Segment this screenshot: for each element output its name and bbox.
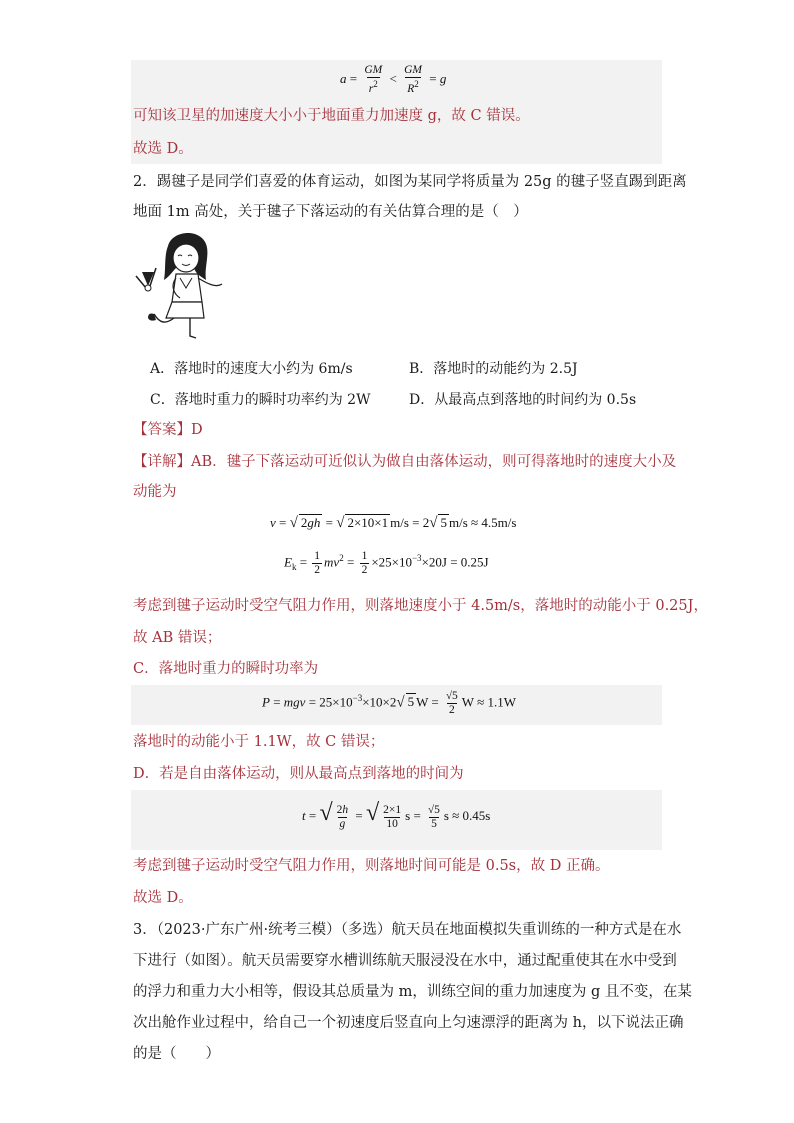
detail-text: AB．毽子下落运动可近似认为做自由落体运动，则可得落地时的速度大小及 — [191, 454, 677, 470]
q2-option-b: B．落地时的动能约为 2.5J — [409, 361, 578, 377]
q2-d-analysis: D．若是自由落体运动，则从最高点到落地的时间为 — [133, 766, 464, 782]
formula-acceleration: a = $\frac{GM}{r^2}$ < $\frac{GM}{R^2}$ = g — [340, 64, 447, 95]
q2-stem-line1: 2．踢毽子是同学们喜爱的体育运动，如图为某同学将质量为 25g 的毽子竖直踢到距离 — [133, 174, 687, 190]
girl-kicking-shuttlecock-figure — [130, 228, 240, 344]
q2-c-analysis: C．落地时重力的瞬时功率为 — [133, 661, 319, 677]
answer-value: D — [191, 422, 203, 438]
q2-detail-line2: 动能为 — [133, 484, 177, 500]
top-conclusion-line: 故选 D。 — [133, 141, 193, 157]
q3-line2: 下进行（如图）。航天员需要穿水槽训练航天服浸没在水中，通过配重使其在水中受到 — [133, 953, 677, 969]
formula-power: P = mgv = $25\times 10^{-3}\times 10\times 2√$ 5 W = $\frac{√5}{2}$ W ≈ 1.1W — [262, 690, 516, 716]
q2-option-c: C．落地时重力的瞬时功率约为 2W — [150, 392, 371, 408]
q2-after-line1: 考虑到毽子运动时受空气阻力作用，则落地速度小于 4.5m/s，落地时的动能小于 0.25J， — [133, 598, 708, 614]
q2-detail-line1 — [133, 452, 676, 472]
q3-line4: 次出舱作业过程中，给自己一个初速度后竖直向上匀速漂浮的距离为 h，以下说法正确 — [133, 1015, 684, 1031]
q2-option-d: D．从最高点到落地的时间约为 0.5s — [409, 392, 637, 408]
formula-velocity: v = √ 2gh = √ 2×10×1 m/s = 2√ 5 m/s ≈ 4.5m/s — [270, 515, 517, 531]
q3-line1: 3．（2023·广东广州·统考三模）（多选）航天员在地面模拟失重训练的一种方式是在水 — [133, 922, 682, 938]
q2-option-a: A．落地时的速度大小约为 6m/s — [150, 361, 353, 377]
q2-conclusion: 故选 D。 — [133, 890, 193, 906]
formula-time: t = √ $\frac{2h}{g}$ = √ $\frac{2\times 1}{10}$ s = $\frac{√5}{5}$ s ≈ 0.45s — [302, 800, 491, 830]
formula-kinetic-energy: $E_k$ = $\frac{1}{2}$ $mv^2$ = $\frac{1}{2}$ $\times 25\times 10^{-3}\times 20J = 0.25J$ — [284, 550, 489, 576]
q2-after-line2: 故 AB 错误； — [133, 630, 222, 646]
answer-label: 【答案】 — [133, 422, 191, 438]
top-explanation-line: 可知该卫星的加速度大小小于地面重力加速度 g，故 C 错误。 — [133, 108, 530, 124]
q2-d-after: 考虑到毽子运动时受空气阻力作用，则落地时间可能是 0.5s，故 D 正确。 — [133, 858, 610, 874]
q2-stem-line2: 地面 1m 高处，关于毽子下落运动的有关估算合理的是（ ） — [133, 204, 528, 220]
q3-line5: 的是（ ） — [133, 1046, 220, 1062]
q3-line3: 的浮力和重力大小相等，假设其总质量为 m，训练空间的重力加速度为 g 且不变，在某 — [133, 984, 692, 1000]
detail-label: 【详解】 — [133, 454, 191, 470]
q2-answer — [133, 420, 203, 440]
q2-c-after: 落地时的动能小于 1.1W，故 C 错误； — [133, 734, 385, 750]
